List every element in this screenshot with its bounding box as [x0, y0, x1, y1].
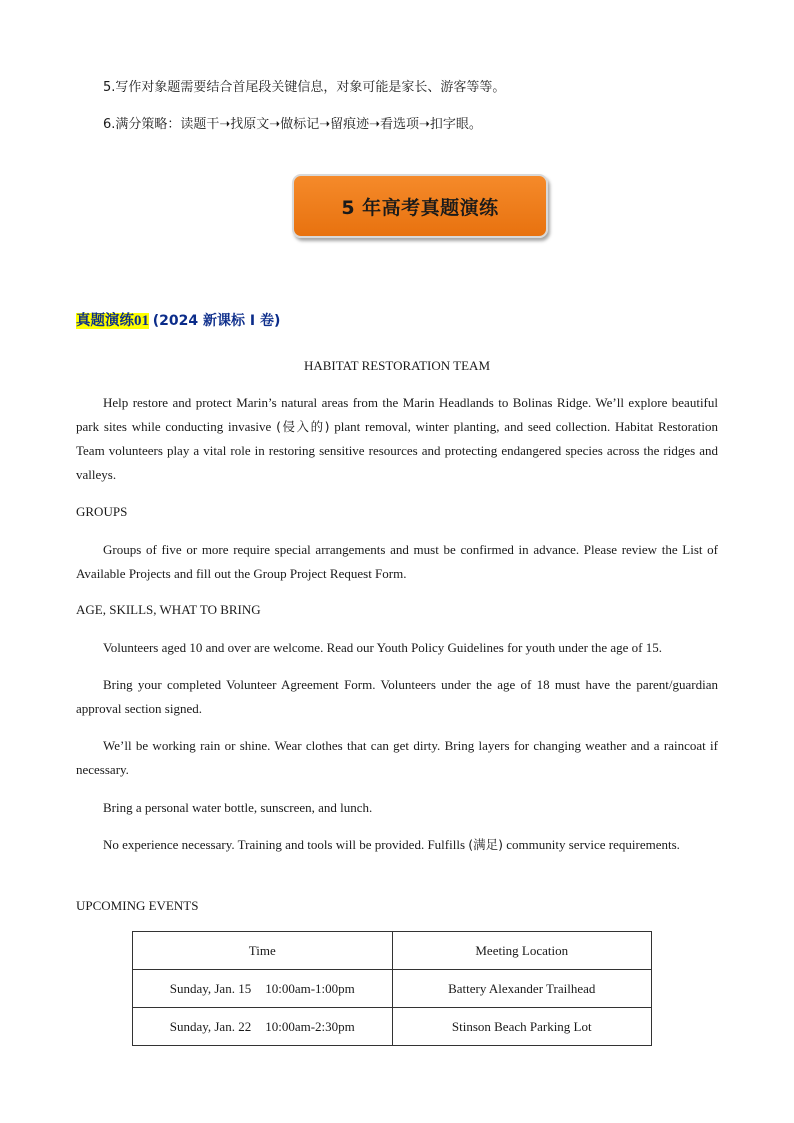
- header-location: Meeting Location: [392, 932, 652, 970]
- table-row: [133, 1008, 652, 1046]
- events-heading: UPCOMING EVENTS: [76, 898, 199, 913]
- time-cell: Sunday, Jan. 22 10:00am-2:30pm: [133, 1008, 393, 1046]
- table-row: [133, 970, 652, 1008]
- time-cell: Sunday, Jan. 15 10:00am-1:00pm: [133, 970, 393, 1008]
- tip-6: 6.满分策略：读题干➝找原文➝做标记➝留痕迹➝看选项➝扣字眼。: [103, 117, 482, 132]
- age-paragraph-5: No experience necessary. Training and tools will be provided. Fulfills (满足) community service requirements.: [103, 837, 680, 852]
- section-highlight: 真题演练: [76, 313, 134, 329]
- section-number: 01: [134, 313, 149, 329]
- article-title: HABITAT RESTORATION TEAM: [303, 358, 491, 373]
- banner-label: 5 年高考真题演练: [341, 196, 499, 219]
- section-source: (2024 新课标 I 卷): [152, 313, 281, 329]
- tip-5: 5.写作对象题需要结合首尾段关键信息，对象可能是家长、游客等等。: [103, 80, 506, 95]
- location-cell: Stinson Beach Parking Lot: [392, 1008, 652, 1046]
- table-header-row: [133, 932, 652, 970]
- header-time: Time: [133, 932, 393, 970]
- gloss-invasive: (侵入的): [276, 419, 330, 434]
- events-table: [132, 931, 652, 1046]
- age-paragraph-2: Bring your completed Volunteer Agreement Form. Volunteers under the age of 18 must have the parent/guardian approval section signed.: [76, 677, 718, 716]
- age-paragraph-3: We’ll be working rain or shine. Wear clothes that can get dirty. Bring layers for changing weather and a raincoat if necessary.: [76, 738, 718, 777]
- groups-paragraph: Groups of five or more require special arrangements and must be confirmed in advance. Please review the List of Available Projects and fill out the Group Project Request Form.: [76, 542, 718, 581]
- age-paragraph-1: Volunteers aged 10 and over are welcome. Read our Youth Policy Guidelines for youth under the age of 15.: [103, 640, 662, 655]
- age-heading: AGE, SKILLS, WHAT TO BRING: [76, 602, 261, 617]
- groups-heading: GROUPS: [76, 504, 128, 519]
- age-paragraph-4: Bring a personal water bottle, sunscreen, and lunch.: [103, 800, 373, 815]
- section-banner: [292, 174, 548, 238]
- location-cell: Battery Alexander Trailhead: [392, 970, 652, 1008]
- intro-paragraph: Help restore and protect Marin’s natural areas from the Marin Headlands to Bolinas Ridge. We’ll explore beautiful park sites while conducting invasive (侵入的) plant removal, winter planting, and seed collection. Habitat Restoration Team volunteers play a vital role in restoring sensitive resources and protecting endangered species across the ridges and valleys.: [76, 395, 718, 482]
- gloss-fulfills: (满足): [468, 837, 504, 852]
- section-title: [76, 308, 280, 334]
